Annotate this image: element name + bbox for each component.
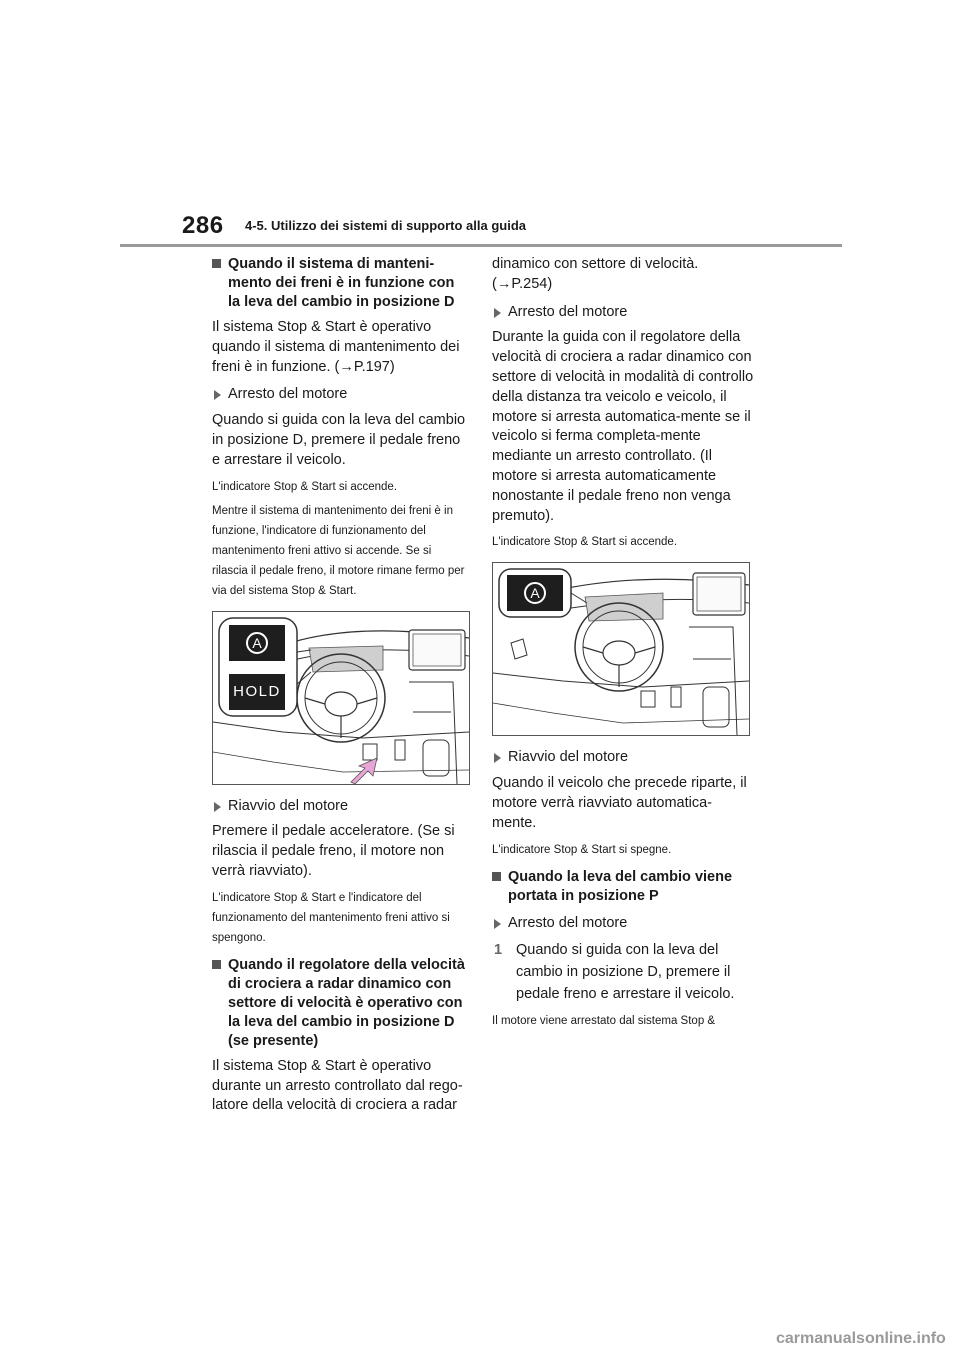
paragraph: Premere il pedale acceleratore. (Se si rilascia il pedale freno, il motore non verrà riavviato). (212, 823, 455, 879)
note: L'indicatore Stop & Start si spegne. (492, 843, 672, 856)
subheading-park-position: Quando la leva del cambio viene portata in posizione P (492, 868, 754, 906)
note: Il motore viene arrestato dal sistema Stop & (492, 1015, 716, 1028)
bullet-engine-stop: Arresto del motore (492, 914, 754, 934)
paragraph: dinamico con settore di velocità. (→P.254) (492, 256, 699, 292)
paragraph: Quando il veicolo che precede riparte, il motore verrà riavviato automatica-mente. (492, 775, 747, 831)
note: L'indicatore Stop & Start si accende. (212, 480, 398, 493)
paragraph: Il sistema Stop & Start è operativo quando il sistema di mantenimento dei freni è in funzione. (→P.197) (212, 319, 460, 375)
square-bullet-icon (212, 259, 221, 268)
dashboard-illustration-hold (212, 611, 470, 785)
triangle-bullet-icon (494, 308, 501, 318)
triangle-bullet-icon (494, 919, 501, 929)
dashboard-illustration-stop-start (492, 562, 750, 736)
brake-hold-indicator-icon: HOLD (229, 674, 285, 710)
left-column (212, 255, 470, 1122)
stop-start-indicator-icon: A (507, 575, 563, 611)
step-number: 1 (494, 942, 503, 959)
bullet-engine-stop: Arresto del motore (492, 303, 754, 323)
watermark: carmanualsonline.info (776, 1330, 946, 1347)
square-bullet-icon (212, 960, 221, 969)
triangle-bullet-icon (214, 390, 221, 400)
header-divider (120, 244, 842, 247)
subheading-brake-hold: Quando il sistema di manteni-mento dei freni è in funzione con la leva del cambio in posizione D (212, 255, 470, 312)
paragraph: Il sistema Stop & Start è operativo durante un arresto controllato dal rego-latore della velocità di crociera a radar (212, 1057, 463, 1114)
bullet-engine-restart: Riavvio del motore (212, 797, 470, 817)
square-bullet-icon (492, 872, 501, 881)
note: L'indicatore Stop & Start si accende. (492, 536, 678, 549)
right-column (492, 255, 754, 1035)
section-title: 4-5. Utilizzo dei sistemi di supporto alla guida (245, 218, 526, 233)
paragraph: Quando si guida con la leva del cambio in posizione D, premere il pedale freno e arrestare il veicolo. (212, 412, 466, 468)
triangle-bullet-icon (494, 753, 501, 763)
subheading-radar-cruise: Quando il regolatore della velocità di crociera a radar dinamico con settore di velocità è operativo con la leva del cambio in posizione D (se presente) (212, 956, 470, 1051)
note: Mentre il sistema di mantenimento dei freni è in funzione, l'indicatore di funzionamento del mantenimento freni attivo si accende. Se si rilascia il pedale freno, il motore rimane fermo per via del sistema Stop & Start. (212, 504, 465, 597)
note: L'indicatore Stop & Start e l'indicatore del funzionamento del mantenimento freni attivo si spengono. (212, 891, 450, 944)
triangle-bullet-icon (214, 802, 221, 812)
bullet-engine-restart: Riavvio del motore (492, 748, 754, 768)
stop-start-indicator-icon: A (229, 625, 285, 661)
paragraph: Durante la guida con il regolatore della velocità di crociera a radar dinamico con settore di velocità in modalità di controllo della distanza tra veicolo e veicolo, il motore si arresta automatica-mente se il veicolo si ferma completa-mente mediante un arresto controllato. (Il motore si arresta automaticamente nonostante il pedale freno non venga premuto). (492, 329, 754, 524)
numbered-step: 1 Quando si guida con la leva del cambio in posizione D, premere il pedale freno e arrestare il veicolo. (492, 939, 754, 1005)
page-number: 286 (182, 212, 224, 239)
bullet-engine-stop: Arresto del motore (212, 385, 470, 405)
